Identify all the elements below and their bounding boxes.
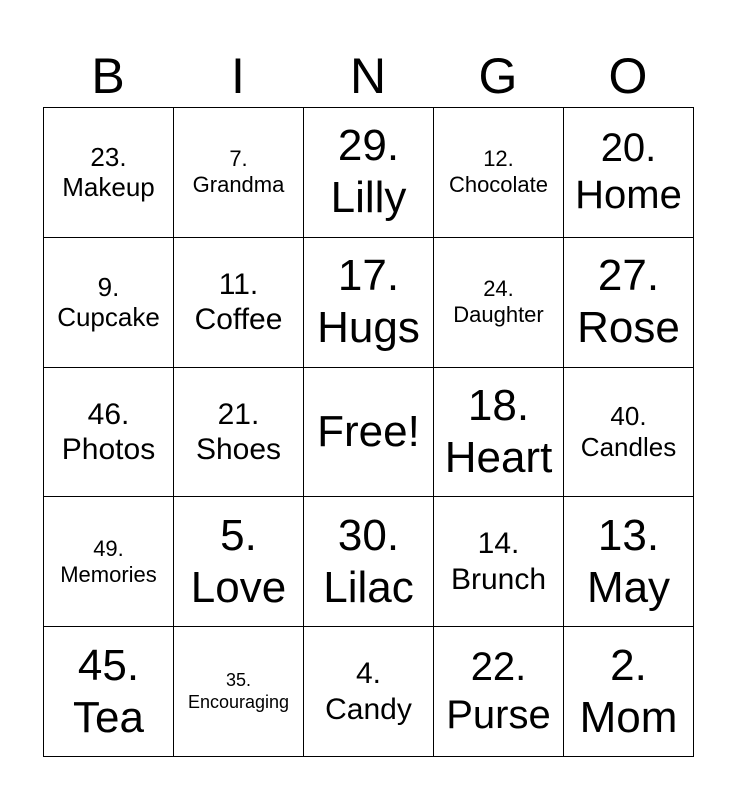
bingo-cell-label: 4. Candy [325, 657, 412, 726]
bingo-cell[interactable] [304, 238, 434, 368]
bingo-cell-label: 18. Heart [444, 381, 553, 482]
bingo-cell[interactable] [564, 238, 694, 368]
bingo-cell[interactable] [44, 368, 174, 498]
bingo-cell[interactable] [434, 238, 564, 368]
bingo-cell-label: 14. Brunch [450, 527, 547, 596]
bingo-cell-label: 23. Makeup [62, 141, 155, 203]
bingo-cell-label: Free! [317, 407, 420, 457]
bingo-cell-label: 29. Lilly [330, 121, 407, 223]
bingo-cell-label: 40. Candles [580, 401, 677, 462]
bingo-cell-label: 45. Tea [73, 640, 144, 742]
bingo-cell-label: 22. Purse [446, 645, 551, 737]
bingo-cell-label: 24. Daughter [453, 276, 544, 328]
bingo-cell[interactable] [304, 627, 434, 757]
header-letter-g: G [478, 48, 518, 104]
bingo-cell-label: 46. Photos [61, 397, 156, 466]
bingo-cell[interactable] [434, 368, 564, 498]
bingo-cell-label: 13. May [586, 510, 671, 612]
bingo-cell[interactable] [174, 627, 304, 757]
bingo-cell[interactable] [564, 627, 694, 757]
bingo-cell[interactable] [304, 497, 434, 627]
bingo-cell[interactable] [174, 497, 304, 627]
bingo-cell-label: 20. Home [575, 126, 682, 218]
bingo-cell[interactable] [44, 108, 174, 238]
header-letter-b: B [91, 48, 125, 104]
bingo-cell-label: 35. Encouraging [187, 670, 290, 712]
bingo-cell[interactable] [304, 108, 434, 238]
bingo-cell-label: 7. Grandma [192, 146, 285, 198]
header-letter-i: I [231, 48, 245, 104]
bingo-cell-label: 21. Shoes [195, 397, 282, 466]
bingo-cell[interactable] [434, 497, 564, 627]
header-letter-n: N [349, 48, 387, 104]
bingo-header [43, 44, 693, 108]
bingo-cell-free[interactable] [304, 368, 434, 498]
bingo-cell-label: 9. Cupcake [57, 271, 160, 333]
bingo-cell[interactable] [434, 627, 564, 757]
bingo-cell[interactable] [564, 497, 694, 627]
header-letter-o: O [608, 48, 648, 104]
bingo-cell-label: 17. Hugs [317, 251, 420, 353]
bingo-cell[interactable] [44, 497, 174, 627]
bingo-cell[interactable] [174, 238, 304, 368]
bingo-cell-label: 12. Chocolate [448, 146, 549, 198]
bingo-cell-label: 11. Coffee [194, 267, 283, 337]
bingo-cell-label: 5. Love [190, 510, 287, 612]
bingo-cell[interactable] [564, 108, 694, 238]
bingo-cell-label: 49. Memories [60, 535, 157, 587]
bingo-cell-label: 2. Mom [579, 640, 678, 742]
bingo-grid [43, 107, 694, 757]
bingo-cell[interactable] [44, 627, 174, 757]
bingo-cell-label: 27. Rose [577, 251, 680, 353]
bingo-cell[interactable] [174, 108, 304, 238]
bingo-cell[interactable] [564, 368, 694, 498]
bingo-cell[interactable] [174, 368, 304, 498]
bingo-cell[interactable] [434, 108, 564, 238]
bingo-cell[interactable] [44, 238, 174, 368]
bingo-cell-label: 30. Lilac [323, 510, 414, 612]
